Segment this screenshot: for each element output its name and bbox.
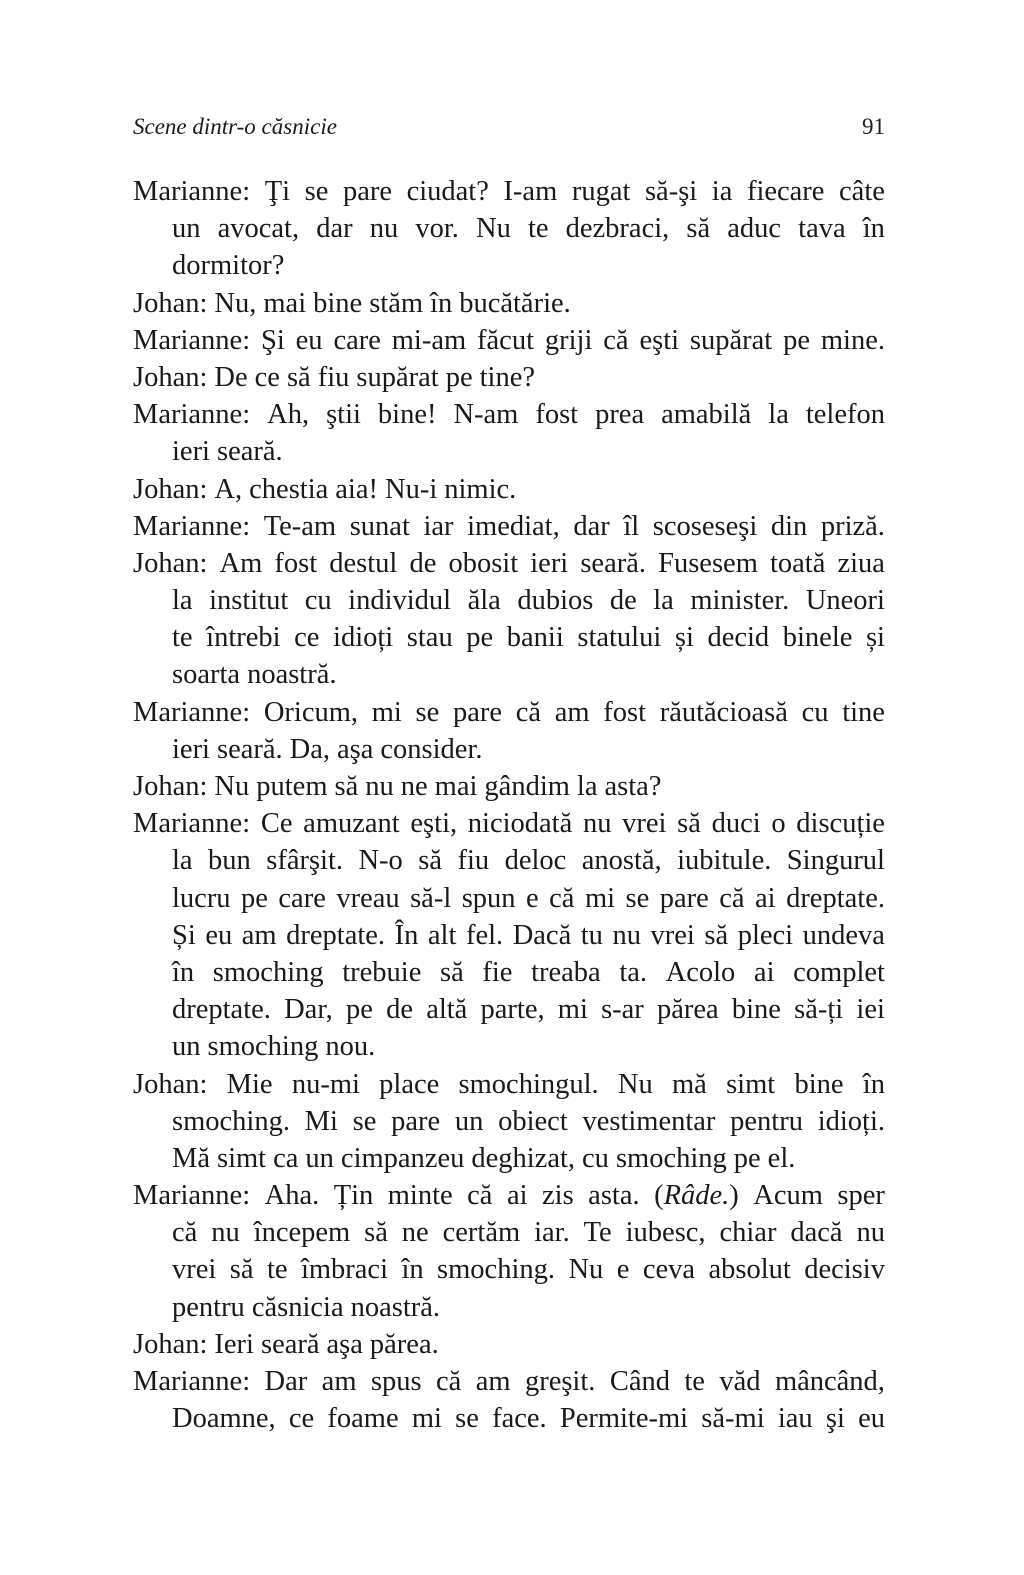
text-line: smoching. Mi se pare un obiect vestimentar pentru idioți. xyxy=(172,1105,885,1137)
text-line: că nu începem să ne certăm iar. Te iubesc, chiar dacă nu xyxy=(172,1217,885,1249)
text-line: Marianne: Ce amuzant eşti, niciodată nu vrei să duci o discuție xyxy=(133,808,885,840)
text-line: Marianne: Aha. Țin minte că ai zis asta. (Râde.) Acum sper xyxy=(133,1180,885,1212)
text-line: în smoching trebuie să fie treaba ta. Acolo ai complet xyxy=(172,956,885,988)
text-line: lucru pe care vreau să-l spun e că mi se pare că ai dreptate. xyxy=(172,882,885,914)
text-line: la institut cu individul ăla dubios de la minister. Uneori xyxy=(172,585,885,617)
page-number: 91 xyxy=(862,114,885,139)
text-line: ieri seară. Da, aşa consider. xyxy=(172,733,483,765)
text-line: Johan: Nu, mai bine stăm în bucătărie. xyxy=(133,287,571,319)
text-line: Johan: Nu putem să nu ne mai gândim la asta? xyxy=(133,771,662,802)
text-line: Și eu am dreptate. În alt fel. Dacă tu nu vrei să pleci undeva xyxy=(172,919,885,951)
text-line: Marianne: Ah, ştii bine! N-am fost prea amabilă la telefon xyxy=(133,399,885,431)
text-line: Doamne, ce foame mi se face. Permite-mi să-mi iau şi eu xyxy=(172,1403,885,1435)
text-line: pentru căsnicia noastră. xyxy=(172,1291,441,1323)
text-line: dormitor? xyxy=(172,250,285,282)
text-line: ieri seară. xyxy=(172,436,283,468)
text-line: Marianne: Şi eu care mi-am făcut griji că eşti supărat pe mine. xyxy=(133,324,885,356)
text-line: Marianne: Dar am spus că am greşit. Când te văd mâncând, xyxy=(133,1366,885,1397)
text-line: la bun sfârşit. N-o să fiu deloc anostă, iubitule. Singurul xyxy=(172,845,885,877)
text-line: te întrebi ce idioți stau pe banii statului și decid binele și xyxy=(172,622,885,654)
text-line: Marianne: Oricum, mi se pare că am fost răutăcioasă cu tine xyxy=(133,696,885,728)
text-line: Marianne: Ţi se pare ciudat? I-am rugat să-şi ia fiecare câte xyxy=(133,176,885,207)
text-line: Johan: A, chestia aia! Nu-i nimic. xyxy=(133,473,517,505)
text-line: soarta noastră. xyxy=(172,659,337,691)
text-line: Johan: Am fost destul de obosit ieri seară. Fusesem toată ziua xyxy=(133,547,885,579)
text-line: un avocat, dar nu vor. Nu te dezbraci, să aduc tava în xyxy=(172,213,885,245)
text-line: vrei să te îmbraci în smoching. Nu e ceva absolut decisiv xyxy=(172,1254,885,1286)
text-line: Johan: De ce să fiu supărat pe tine? xyxy=(133,361,535,393)
header-title: Scene dintr-o căsnicie xyxy=(133,114,337,139)
text-line: dreptate. Dar, pe de altă parte, mi s-ar părea bine să-ți iei xyxy=(172,994,885,1026)
text-line: Johan: Mie nu-mi place smochingul. Nu mă simt bine în xyxy=(133,1068,885,1100)
body-text xyxy=(133,173,885,1437)
running-header xyxy=(133,110,885,150)
text-line: Mă simt ca un cimpanzeu deghizat, cu smoching pe el. xyxy=(172,1142,796,1174)
text-line: un smoching nou. xyxy=(172,1031,376,1063)
text-line: Johan: Ieri seară aşa părea. xyxy=(133,1328,439,1360)
text-line: Marianne: Te-am sunat iar imediat, dar îl scoseseşi din priză. xyxy=(133,510,885,542)
